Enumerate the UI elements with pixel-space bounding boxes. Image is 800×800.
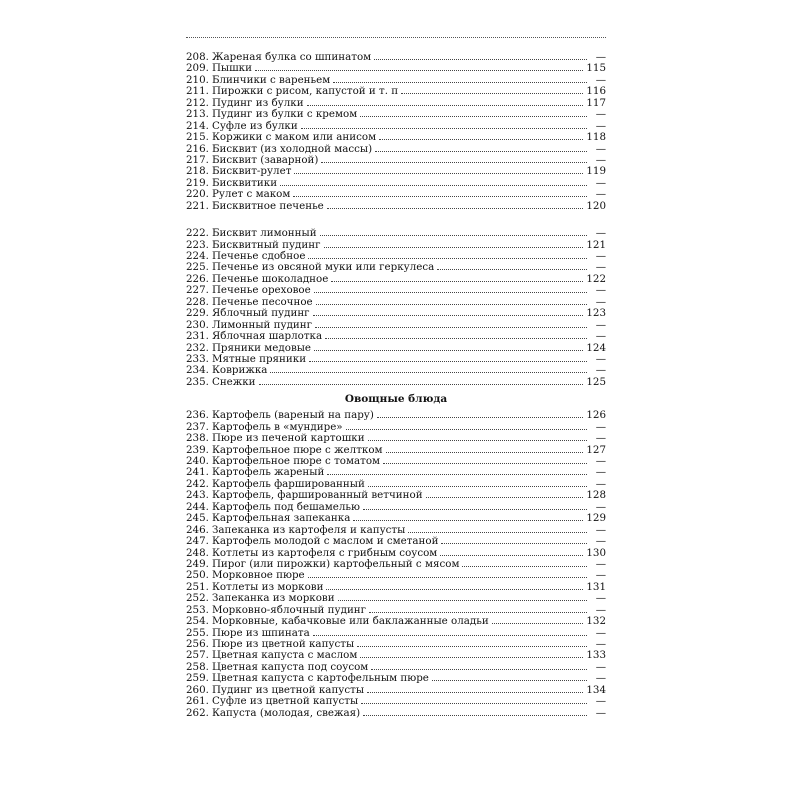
entry-number: 213. [186,108,209,121]
dot-leader [255,63,583,71]
entry-number: 257. [186,649,209,662]
entry-page: — [595,420,606,433]
entry-title: Пышки [211,62,252,75]
entry-page: — [595,695,606,708]
entry-number: 221. [186,199,209,212]
dot-leader [363,502,587,510]
entry-page: 116 [586,85,606,98]
entry-page: — [595,227,606,240]
dot-leader [307,98,584,106]
dot-leader [408,525,587,533]
dot-leader [357,639,587,647]
entry-title: Коржики с маком или анисом [211,131,377,144]
entry-page: — [595,432,606,445]
entry-title: Бисквит-рулет [211,165,292,178]
entry-page: 117 [586,96,606,109]
entry-number: 208. [186,51,209,63]
table-of-contents [186,52,606,719]
dot-leader [367,685,583,693]
entry-page: — [595,108,606,121]
entry-number: 230. [186,318,209,331]
entry-title: Картофель под бешамелью [211,500,361,513]
entry-number: 239. [186,443,209,456]
dot-leader [314,285,587,293]
dot-leader [327,467,587,475]
dot-leader [426,490,584,498]
entry-title: Бисквит (заварной) [211,153,319,166]
entry-number: 240. [186,455,209,467]
entry-number: 233. [186,352,209,365]
toc-entry [186,109,606,120]
entry-page: 121 [586,238,606,251]
dot-leader [314,343,583,351]
entry-page: — [595,626,606,639]
dot-leader [374,52,587,60]
entry-number: 235. [186,375,209,388]
entry-page: — [595,477,606,490]
entry-number: 222. [186,227,209,240]
entry-page: — [595,466,606,479]
entry-number: 255. [186,626,209,639]
entry-number: 248. [186,546,209,559]
dot-leader [360,650,583,658]
entry-title: Пудинг из цветной капусты [211,683,365,696]
dot-leader [326,582,583,590]
entry-number: 210. [186,73,209,86]
entry-number: 234. [186,364,209,377]
entry-title: Пудинг из булки [211,96,304,109]
dot-leader [492,616,584,624]
entry-page: — [595,284,606,297]
entry-number: 247. [186,535,209,548]
toc-entry [186,377,606,388]
entry-title: Картофельное пюре с томатом [211,455,381,467]
entry-title: Печенье сдобное [211,250,306,262]
entry-title: Пирог (или пирожки) картофельный с мясом [211,557,460,570]
dot-leader [383,456,587,464]
entry-title: Блинчики с вареньем [211,73,331,86]
entry-title: Цветная капуста с маслом [211,649,358,662]
toc-entry [186,513,606,524]
entry-number: 242. [186,477,209,490]
dot-leader [324,240,584,248]
dot-leader [308,570,587,578]
entry-title: Мятные пряники [211,352,307,365]
entry-page: — [595,592,606,605]
toc-entry [186,708,606,719]
entry-title: Суфле из цветной капусты [211,695,359,708]
entry-title: Морковное пюре [211,569,305,582]
entry-title: Печенье из овсяной муки или геркулеса [211,261,435,274]
dot-leader [338,593,587,601]
entry-title: Цветная капуста с картофельным пюре [211,672,429,685]
entry-number: 219. [186,176,209,189]
dot-leader [369,605,587,613]
entry-title: Пудинг из булки с кремом [211,108,358,121]
entry-page: — [595,188,606,201]
dot-leader [379,132,583,140]
entry-number: 217. [186,153,209,166]
entry-page: — [595,261,606,274]
entry-page: — [595,364,606,377]
entry-title: Картофель (вареный на пару) [211,409,374,422]
entry-title: Пряники медовые [211,341,312,354]
entry-page: 129 [586,512,606,525]
entry-page: — [595,295,606,308]
entry-number: 243. [186,489,209,502]
entry-number: 250. [186,569,209,582]
entry-page: 134 [586,683,606,696]
dot-leader [462,559,587,567]
dot-leader [368,479,587,487]
entry-page: — [595,352,606,365]
dot-leader [313,308,584,316]
dot-leader [327,201,584,209]
entry-number: 253. [186,603,209,616]
entry-number: 231. [186,330,209,343]
entry-page: 133 [586,649,606,662]
entry-title: Картофель фаршированный [211,477,365,490]
dot-leader [259,377,584,385]
dot-leader [280,178,587,186]
dot-leader [386,445,584,453]
dot-leader [363,708,587,716]
entry-title: Картофель, фаршированный ветчиной [211,489,423,502]
dot-leader [441,536,587,544]
toc-entry [186,331,606,342]
toc-entry [186,132,606,143]
dot-leader [440,548,583,556]
dot-leader [353,513,583,521]
entry-page: 124 [586,341,606,354]
entry-page: 119 [586,165,606,178]
entry-title: Котлеты из моркови [211,580,324,593]
entry-title: Печенье шоколадное [211,272,329,285]
entry-number: 232. [186,341,209,354]
dot-leader [360,109,587,117]
entry-number: 262. [186,706,209,719]
entry-number: 261. [186,695,209,708]
entry-page: — [595,51,606,63]
entry-title: Бисквитное печенье [211,199,324,212]
entry-title: Морковные, кабачковые или баклажанные оладьи [211,615,489,628]
dot-leader [316,297,587,305]
entry-number: 225. [186,261,209,274]
entry-title: Бисквит (из холодной массы) [211,142,373,155]
entry-number: 229. [186,307,209,320]
dot-leader [270,365,587,373]
dot-leader [346,422,587,430]
dot-leader [371,662,587,670]
entry-number: 218. [186,165,209,178]
entry-title: Бисквитики [211,176,278,189]
entry-title: Яблочная шарлотка [211,330,323,343]
entry-page: — [595,638,606,650]
dot-leader [375,144,587,152]
entry-number: 212. [186,96,209,109]
entry-title: Картофель жареный [211,466,325,479]
entry-number: 249. [186,557,209,570]
toc-group-3 [186,410,606,719]
dot-leader [309,354,587,362]
entry-title: Капуста (молодая, свежая) [211,706,361,719]
entry-number: 227. [186,284,209,297]
entry-title: Котлеты из картофеля с грибным соусом [211,546,438,559]
dot-leader [321,155,587,163]
entry-title: Пюре из шпината [211,626,310,639]
entry-number: 245. [186,512,209,525]
entry-page: — [595,672,606,685]
section-heading: Овощные блюда [344,393,448,406]
toc-entry [186,228,606,239]
entry-page: 128 [586,489,606,502]
entry-number: 226. [186,272,209,285]
entry-page: 132 [586,615,606,628]
entry-page: — [595,660,606,673]
entry-page: 118 [586,131,606,144]
toc-entry [186,308,606,319]
entry-title: Морковно-яблочный пудинг [211,603,367,616]
toc-entry [186,696,606,707]
entry-title: Рулет с маком [211,188,291,201]
toc-group-1 [186,52,606,212]
entry-page: — [595,500,606,513]
entry-number: 215. [186,131,209,144]
entry-number: 236. [186,409,209,422]
entry-title: Пюре из печеной картошки [211,432,365,445]
dot-leader [331,274,583,282]
entry-title: Пюре из цветной капусты [211,638,355,650]
entry-page: 131 [586,580,606,593]
top-dotted-rule [186,37,606,38]
entry-title: Коврижка [211,364,268,377]
entry-title: Картофель молодой с маслом и сметаной [211,535,439,548]
entry-title: Бисквит лимонный [211,227,317,240]
entry-number: 256. [186,638,209,650]
entry-page: — [595,557,606,570]
entry-title: Запеканка из картофеля и капусты [211,523,406,536]
dot-leader [437,262,587,270]
dot-leader [294,166,583,174]
entry-page: — [595,250,606,262]
dot-leader [301,121,587,129]
dot-leader [368,433,587,441]
toc-entry [186,201,606,212]
entry-page: — [595,535,606,548]
entry-number: 211. [186,85,209,98]
entry-title: Лимонный пудинг [211,318,313,331]
entry-page: — [595,73,606,86]
entry-page: — [595,523,606,536]
entry-title: Картофельное пюре с желтком [211,443,383,456]
entry-title: Пирожки с рисом, капустой и т. п [211,85,399,98]
dot-leader [315,320,587,328]
dot-leader [333,75,587,83]
toc-group-2 [186,228,606,388]
entry-number: 244. [186,500,209,513]
entry-title: Яблочный пудинг [211,307,310,320]
entry-number: 252. [186,592,209,605]
toc-entry [186,593,606,604]
entry-number: 241. [186,466,209,479]
entry-number: 223. [186,238,209,251]
entry-number: 220. [186,188,209,201]
entry-number: 228. [186,295,209,308]
entry-page: 130 [586,546,606,559]
entry-title: Цветная капуста под соусом [211,660,369,673]
entry-page: 127 [586,443,606,456]
entry-page: — [595,455,606,467]
entry-number: 259. [186,672,209,685]
entry-page: — [595,153,606,166]
dot-leader [361,696,587,704]
entry-page: — [595,569,606,582]
dot-leader [293,189,587,197]
entry-number: 237. [186,420,209,433]
toc-entry [186,433,606,444]
entry-number: 214. [186,119,209,132]
entry-number: 258. [186,660,209,673]
entry-page: — [595,330,606,343]
entry-title: Запеканка из моркови [211,592,335,605]
entry-page: 125 [586,375,606,388]
entry-title: Суфле из булки [211,119,298,132]
toc-entry [186,410,606,421]
dot-leader [325,331,587,339]
toc-entry [186,189,606,200]
dot-leader [320,228,587,236]
entry-title: Печенье ореховое [211,284,311,297]
entry-page: 122 [586,272,606,285]
entry-number: 216. [186,142,209,155]
entry-page: — [595,119,606,132]
entry-number: 260. [186,683,209,696]
dot-leader [308,251,587,259]
entry-page: — [595,706,606,719]
dot-leader [432,673,587,681]
entry-title: Картофельная запеканка [211,512,351,525]
dot-leader [401,86,583,94]
dot-leader [313,628,587,636]
entry-number: 224. [186,250,209,262]
dot-leader [377,410,583,418]
entry-number: 254. [186,615,209,628]
entry-number: 238. [186,432,209,445]
entry-page: — [595,318,606,331]
entry-title: Картофель в «мундире» [211,420,343,433]
toc-entry [186,536,606,547]
entry-page: 123 [586,307,606,320]
entry-page: — [595,603,606,616]
entry-title: Жареная булка со шпинатом [211,51,372,63]
toc-entry [186,616,606,627]
entry-page: 115 [586,62,606,75]
entry-page: 126 [586,409,606,422]
entry-number: 251. [186,580,209,593]
entry-page: 120 [586,199,606,212]
entry-number: 209. [186,62,209,75]
entry-title: Снежки [211,375,256,388]
entry-title: Печенье песочное [211,295,313,308]
entry-page: — [595,142,606,155]
entry-page: — [595,176,606,189]
entry-title: Бисквитный пудинг [211,238,321,251]
entry-number: 246. [186,523,209,536]
group-gap [186,212,606,228]
